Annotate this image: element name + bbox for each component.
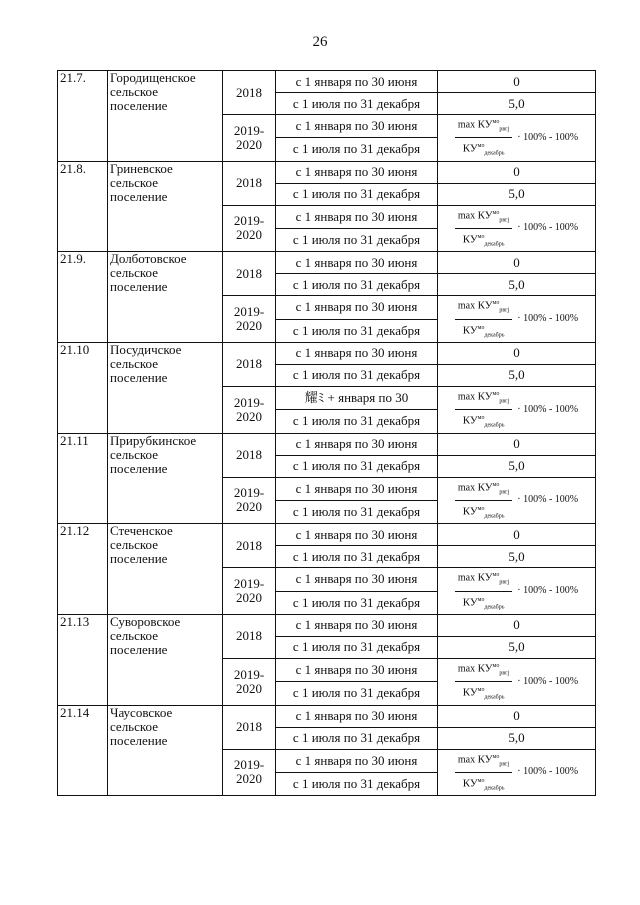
year-cell: 2019- 2020 bbox=[223, 296, 276, 343]
formula: $\frac{\max КУ^{мо}_{рвгj}}{КУ^{мо}_{декабрь}}$ · 100% - 100% bbox=[455, 206, 578, 252]
formula-cell bbox=[438, 749, 596, 796]
formula: $\frac{\max КУ^{мо}_{рвгj}}{КУ^{мо}_{декабрь}}$ · 100% - 100% bbox=[455, 659, 578, 705]
value-cell: 0 bbox=[438, 161, 596, 183]
period-cell: с 1 июля по 31 декабря bbox=[276, 455, 438, 477]
period-cell: 耀ﾐ + января по 30 bbox=[276, 386, 438, 409]
value-cell: 5,0 bbox=[438, 727, 596, 749]
row-number: 21.11 bbox=[58, 433, 108, 524]
period-cell: с 1 января по 30 июня bbox=[276, 749, 438, 772]
period-cell: с 1 июля по 31 декабря bbox=[276, 228, 438, 251]
formula-cell bbox=[438, 658, 596, 705]
period-cell: с 1 июля по 31 декабря bbox=[276, 138, 438, 161]
period-cell: с 1 января по 30 июня bbox=[276, 71, 438, 93]
settlement-name: Стеченское сельское поселение bbox=[108, 524, 223, 615]
value-cell: 0 bbox=[438, 71, 596, 93]
period-cell: с 1 января по 30 июня bbox=[276, 524, 438, 546]
value-cell: 0 bbox=[438, 705, 596, 727]
row-number: 21.13 bbox=[58, 614, 108, 705]
formula-cell bbox=[438, 205, 596, 252]
table-row bbox=[58, 524, 596, 546]
period-cell: с 1 января по 30 июня bbox=[276, 568, 438, 591]
period-cell: с 1 января по 30 июня bbox=[276, 296, 438, 319]
formula: $\frac{\max КУ^{мо}_{рвгj}}{КУ^{мо}_{декабрь}}$ · 100% - 100% bbox=[455, 115, 578, 161]
year-cell: 2018 bbox=[223, 342, 276, 386]
table-row bbox=[58, 252, 596, 274]
period-cell: с 1 января по 30 июня bbox=[276, 477, 438, 500]
value-cell: 5,0 bbox=[438, 93, 596, 115]
period-cell: с 1 июля по 31 декабря bbox=[276, 500, 438, 523]
value-cell: 5,0 bbox=[438, 274, 596, 296]
period-cell: с 1 января по 30 июня bbox=[276, 658, 438, 681]
formula-cell bbox=[438, 477, 596, 524]
formula-cell bbox=[438, 296, 596, 343]
formula: $\frac{\max КУ^{мо}_{рвгj}}{КУ^{мо}_{декабрь}}$ · 100% - 100% bbox=[455, 568, 578, 614]
table-row bbox=[58, 342, 596, 364]
year-cell: 2019- 2020 bbox=[223, 115, 276, 162]
period-cell: с 1 июля по 31 декабря bbox=[276, 772, 438, 795]
year-cell: 2019- 2020 bbox=[223, 205, 276, 252]
settlement-name: Долботовское сельское поселение bbox=[108, 252, 223, 343]
period-cell: с 1 января по 30 июня bbox=[276, 342, 438, 364]
formula: $\frac{\max КУ^{мо}_{рвгj}}{КУ^{мо}_{декабрь}}$ · 100% - 100% bbox=[455, 296, 578, 342]
formula-cell bbox=[438, 115, 596, 162]
period-cell: с 1 января по 30 июня bbox=[276, 115, 438, 138]
table-row bbox=[58, 614, 596, 636]
year-cell: 2019- 2020 bbox=[223, 658, 276, 705]
settlement-name: Гриневское сельское поселение bbox=[108, 161, 223, 252]
period-cell: с 1 января по 30 июня bbox=[276, 205, 438, 228]
year-cell: 2018 bbox=[223, 252, 276, 296]
period-cell: с 1 июля по 31 декабря bbox=[276, 682, 438, 705]
value-cell: 0 bbox=[438, 614, 596, 636]
period-cell: с 1 июля по 31 декабря bbox=[276, 410, 438, 433]
value-cell: 5,0 bbox=[438, 636, 596, 658]
formula: $\frac{\max КУ^{мо}_{рвгj}}{КУ^{мо}_{декабрь}}$ · 100% - 100% bbox=[455, 478, 578, 524]
year-cell: 2018 bbox=[223, 71, 276, 115]
formula: $\frac{\max КУ^{мо}_{рвгj}}{КУ^{мо}_{декабрь}}$ · 100% - 100% bbox=[455, 387, 578, 433]
period-cell: с 1 июля по 31 декабря bbox=[276, 319, 438, 342]
settlement-name: Прирубкинское сельское поселение bbox=[108, 433, 223, 524]
year-cell: 2018 bbox=[223, 614, 276, 658]
period-cell: с 1 июля по 31 декабря bbox=[276, 546, 438, 568]
period-cell: с 1 января по 30 июня bbox=[276, 705, 438, 727]
value-cell: 5,0 bbox=[438, 183, 596, 205]
year-cell: 2018 bbox=[223, 161, 276, 205]
formula-cell bbox=[438, 386, 596, 433]
table-row bbox=[58, 433, 596, 455]
row-number: 21.10 bbox=[58, 342, 108, 433]
value-cell: 5,0 bbox=[438, 364, 596, 386]
year-cell: 2018 bbox=[223, 433, 276, 477]
page-number: 26 bbox=[312, 34, 328, 50]
table-row bbox=[58, 71, 596, 93]
value-cell: 0 bbox=[438, 524, 596, 546]
value-cell: 0 bbox=[438, 252, 596, 274]
value-cell: 5,0 bbox=[438, 546, 596, 568]
value-cell: 5,0 bbox=[438, 455, 596, 477]
row-number: 21.12 bbox=[58, 524, 108, 615]
value-cell: 0 bbox=[438, 433, 596, 455]
period-cell: с 1 января по 30 июня bbox=[276, 161, 438, 183]
settlement-name: Посудичское сельское поселение bbox=[108, 342, 223, 433]
period-cell: с 1 июля по 31 декабря bbox=[276, 93, 438, 115]
year-cell: 2019- 2020 bbox=[223, 386, 276, 433]
settlement-name: Суворовское сельское поселение bbox=[108, 614, 223, 705]
year-cell: 2018 bbox=[223, 705, 276, 749]
row-number: 21.14 bbox=[58, 705, 108, 796]
formula: $\frac{\max КУ^{мо}_{рвгj}}{КУ^{мо}_{декабрь}}$ · 100% - 100% bbox=[455, 750, 578, 796]
period-cell: с 1 июля по 31 декабря bbox=[276, 636, 438, 658]
period-cell: с 1 июля по 31 декабря bbox=[276, 183, 438, 205]
table-row bbox=[58, 705, 596, 727]
row-number: 21.7. bbox=[58, 71, 108, 162]
tariff-table bbox=[57, 70, 596, 796]
settlement-name: Городищенское сельское поселение bbox=[108, 71, 223, 162]
year-cell: 2019- 2020 bbox=[223, 568, 276, 615]
formula-cell bbox=[438, 568, 596, 615]
period-cell: с 1 января по 30 июня bbox=[276, 433, 438, 455]
settlement-name: Чаусовское сельское поселение bbox=[108, 705, 223, 796]
year-cell: 2018 bbox=[223, 524, 276, 568]
period-cell: с 1 июля по 31 декабря bbox=[276, 591, 438, 614]
period-cell: с 1 января по 30 июня bbox=[276, 614, 438, 636]
value-cell: 0 bbox=[438, 342, 596, 364]
year-cell: 2019- 2020 bbox=[223, 477, 276, 524]
period-cell: с 1 июля по 31 декабря bbox=[276, 727, 438, 749]
period-cell: с 1 января по 30 июня bbox=[276, 252, 438, 274]
row-number: 21.9. bbox=[58, 252, 108, 343]
year-cell: 2019- 2020 bbox=[223, 749, 276, 796]
row-number: 21.8. bbox=[58, 161, 108, 252]
table-row bbox=[58, 161, 596, 183]
period-cell: с 1 июля по 31 декабря bbox=[276, 364, 438, 386]
period-cell: с 1 июля по 31 декабря bbox=[276, 274, 438, 296]
